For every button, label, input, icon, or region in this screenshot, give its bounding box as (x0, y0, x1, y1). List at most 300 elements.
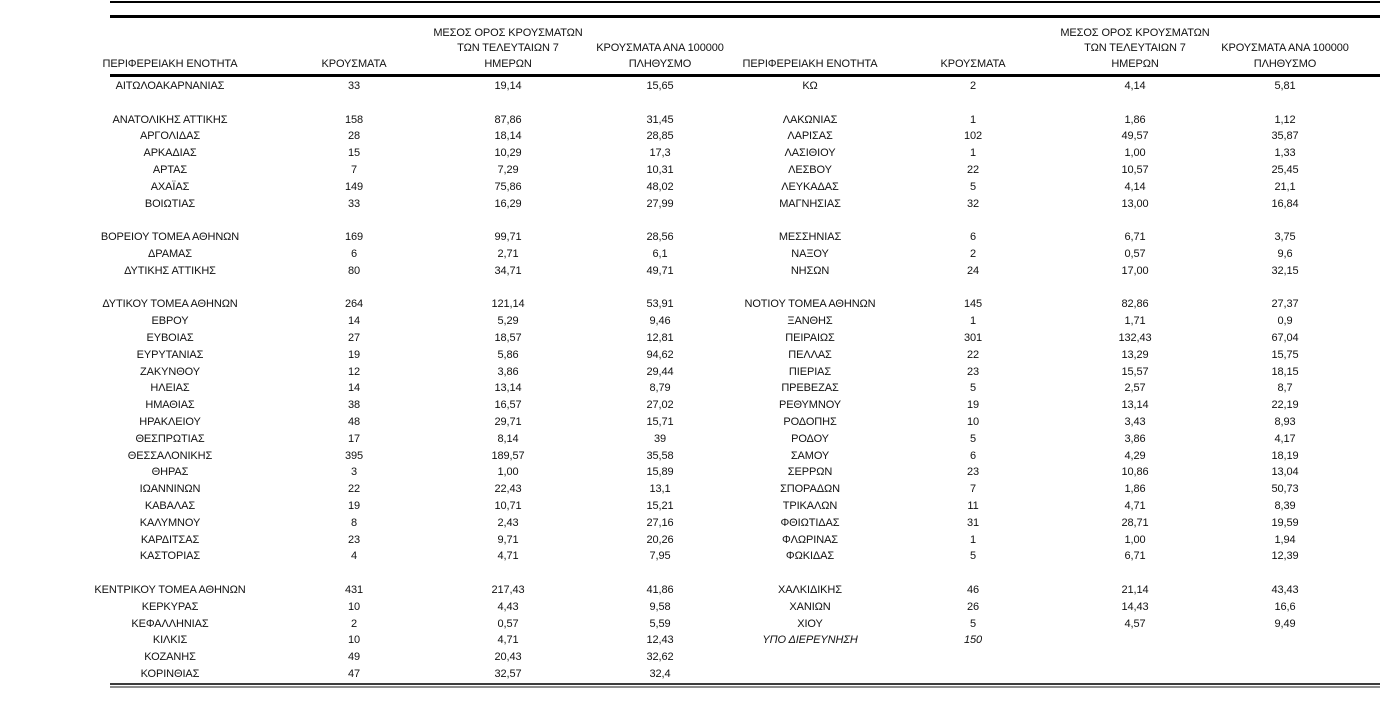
col-header-region-right (743, 57, 878, 73)
table-row (110, 179, 1380, 196)
per100k-cell: 21,1 (1274, 180, 1296, 193)
col-header-avg7-line2: ΤΩΝ ΤΕΛΕΥΤΑΙΩΝ 7 (457, 42, 559, 54)
table-row (110, 196, 1380, 213)
cases-cell: 38 (347, 399, 361, 412)
table-row (110, 128, 1380, 145)
col-header-region-label: ΠΕΡΙΦΕΡΕΙΑΚΗ ΕΝΟΤΗΤΑ (742, 57, 878, 70)
region-cell: ΥΠΟ ΔΙΕΡΕΥΝΗΣΗ (762, 634, 858, 647)
per100k-cell: 18,19 (1271, 449, 1299, 462)
region-cell: ΜΕΣΣΗΝΙΑΣ (778, 231, 842, 244)
per100k-cell: 27,16 (646, 516, 674, 529)
avg7-cell: 2,71 (497, 247, 519, 260)
cases-cell: 10 (347, 600, 361, 613)
table-row (110, 431, 1380, 448)
table-row (102, 296, 1380, 313)
table-row (110, 532, 1380, 549)
cases-cell: 1 (969, 315, 977, 328)
avg7-cell: 0,57 (1124, 247, 1146, 260)
avg7-cell: 4,71 (1124, 499, 1146, 512)
table-row (110, 448, 1380, 465)
region-cell: ΔΥΤΙΚΗΣ ΑΤΤΙΚΗΣ (124, 264, 216, 277)
avg7-cell: 217,43 (491, 583, 525, 596)
per100k-cell: 27,02 (646, 399, 674, 412)
cases-cell: 6 (969, 449, 977, 462)
per100k-cell: 39 (653, 432, 667, 445)
avg7-cell: 13,29 (1121, 348, 1149, 361)
table-row (110, 464, 1380, 481)
avg7-cell: 4,71 (497, 550, 519, 563)
col-header-avg7-line1: ΜΕΣΟΣ ΟΡΟΣ ΚΡΟΥΣΜΑΤΩΝ (1060, 26, 1210, 39)
cases-cell: 31 (966, 516, 980, 529)
cases-cell: 22 (966, 163, 980, 176)
avg7-cell: 16,57 (494, 399, 522, 412)
top-rule-thick (110, 15, 1380, 18)
cases-cell: 264 (344, 298, 364, 311)
avg7-cell: 4,57 (1124, 617, 1146, 630)
cases-cell: 80 (347, 264, 361, 277)
region-cell: ΚΙΛΚΙΣ (152, 634, 188, 647)
table-row (110, 649, 1380, 666)
region-cell: ΡΟΔΟΥ (791, 432, 829, 445)
cases-cell: 19 (347, 499, 361, 512)
col-header-avg7-line3: ΗΜΕΡΩΝ (1111, 57, 1159, 70)
avg7-cell: 121,14 (491, 298, 525, 311)
avg7-cell: 18,14 (494, 130, 522, 143)
region-cell: ΛΑΚΩΝΙΑΣ (782, 113, 838, 126)
region-cell: ΣΠΟΡΑΔΩΝ (780, 483, 840, 496)
avg7-cell: 99,71 (494, 231, 522, 244)
cases-cell: 33 (347, 80, 361, 92)
per100k-cell: 7,95 (649, 550, 671, 563)
region-cell: ΡΟΔΟΠΗΣ (783, 415, 837, 428)
region-cell: ΗΜΑΘΙΑΣ (145, 399, 195, 412)
avg7-cell: 3,43 (1124, 415, 1146, 428)
avg7-cell: 13,14 (1121, 399, 1149, 412)
table-row (110, 599, 1380, 616)
cases-cell: 49 (347, 651, 361, 664)
region-cell: ΕΒΡΟΥ (151, 315, 189, 328)
region-cell: ΕΥΡΥΤΑΝΙΑΣ (136, 348, 204, 361)
col-header-per100k-left (596, 41, 724, 72)
table-row (110, 380, 1380, 397)
cases-cell: 11 (967, 499, 979, 512)
region-cell: ΞΑΝΘΗΣ (787, 315, 833, 328)
avg7-cell: 10,86 (1121, 466, 1149, 479)
cases-cell: 5 (969, 550, 977, 563)
per100k-cell: 1,33 (1274, 147, 1296, 160)
per100k-cell: 32,62 (646, 651, 674, 664)
per100k-cell: 1,12 (1274, 113, 1296, 126)
cases-cell: 32 (966, 197, 980, 210)
region-cell: ΑΧΑΪΑΣ (150, 180, 190, 193)
cases-cell: 33 (347, 197, 361, 210)
per100k-cell: 15,65 (646, 80, 674, 92)
table-row (110, 95, 1380, 112)
table-row (110, 313, 1380, 330)
per100k-cell: 43,43 (1271, 583, 1299, 596)
region-cell: ΚΑΛΥΜΝΟΥ (139, 516, 201, 529)
per100k-cell: 32,4 (649, 667, 671, 680)
cases-cell: 149 (344, 180, 364, 193)
avg7-cell: 13,14 (494, 382, 522, 395)
avg7-cell: 132,43 (1118, 331, 1152, 344)
per100k-cell: 0,9 (1277, 315, 1293, 328)
cases-cell: 5 (969, 382, 977, 395)
cases-cell: 301 (963, 331, 983, 344)
avg7-cell: 10,57 (1121, 163, 1149, 176)
region-cell: ΝΑΞΟΥ (791, 247, 829, 260)
region-cell: ΣΑΜΟΥ (790, 449, 830, 462)
region-cell: ΛΕΥΚΑΔΑΣ (781, 180, 839, 193)
bottom-double-rule (110, 683, 1380, 688)
region-cell: ΠΙΕΡΙΑΣ (788, 365, 832, 378)
per100k-cell: 67,04 (1271, 331, 1299, 344)
cases-cell: 7 (350, 163, 358, 176)
avg7-cell: 3,86 (497, 365, 519, 378)
col-header-cases-label: ΚΡΟΥΣΜΑΤΑ (940, 57, 1006, 70)
cases-cell: 22 (347, 483, 361, 496)
cases-cell: 23 (347, 533, 361, 546)
cases-cell: 17 (347, 432, 361, 445)
cases-cell: 1 (969, 113, 977, 126)
cases-cell: 1 (969, 533, 977, 546)
per100k-cell: 3,75 (1274, 231, 1296, 244)
region-cell: ΧΑΛΚΙΔΙΚΗΣ (778, 583, 842, 596)
region-cell: ΧΑΝΙΩΝ (789, 600, 831, 613)
per100k-cell: 35,58 (646, 449, 674, 462)
cases-cell: 12 (347, 365, 361, 378)
avg7-cell: 13,00 (1121, 197, 1149, 210)
region-cell: ΑΡΓΟΛΙΔΑΣ (139, 130, 201, 143)
region-cell: ΠΕΛΛΑΣ (788, 348, 832, 361)
per100k-cell: 22,19 (1271, 399, 1299, 412)
cases-cell: 145 (963, 298, 983, 311)
header-divider-rule (110, 74, 1380, 77)
table-row (110, 212, 1380, 229)
avg7-cell: 19,14 (494, 80, 522, 92)
per100k-cell: 6,1 (652, 247, 668, 260)
per100k-cell: 4,17 (1274, 432, 1296, 445)
table-row (110, 397, 1380, 414)
avg7-cell: 1,00 (1124, 533, 1146, 546)
cases-cell: 7 (969, 483, 977, 496)
cases-cell: 15 (347, 147, 361, 160)
per100k-cell: 48,02 (646, 180, 674, 193)
avg7-cell: 15,57 (1121, 365, 1149, 378)
cases-cell: 5 (969, 432, 977, 445)
region-cell: ΚΕΡΚΥΡΑΣ (141, 600, 199, 613)
avg7-cell: 32,57 (494, 667, 522, 680)
region-cell: ΧΙΟΥ (797, 617, 823, 630)
cases-cell: 24 (966, 264, 980, 277)
cases-cell: 10 (966, 415, 980, 428)
table-row (110, 145, 1380, 162)
table-row (110, 263, 1380, 280)
col-header-cases-label: ΚΡΟΥΣΜΑΤΑ (321, 57, 387, 70)
avg7-cell: 1,00 (1124, 147, 1146, 160)
per100k-cell: 5,81 (1274, 80, 1296, 92)
region-cell: ΡΕΘΥΜΝΟΥ (778, 399, 842, 412)
avg7-cell: 0,57 (497, 617, 519, 630)
per100k-cell: 94,62 (646, 348, 674, 361)
cases-cell: 14 (347, 382, 361, 395)
per100k-cell: 49,71 (646, 264, 674, 277)
avg7-cell: 3,86 (1124, 432, 1146, 445)
per100k-cell: 41,86 (646, 583, 674, 596)
col-header-avg7-left (433, 26, 582, 73)
region-cell: ΒΟΙΩΤΙΑΣ (144, 197, 196, 210)
table-row (110, 666, 1380, 683)
cases-cell: 169 (344, 231, 364, 244)
per100k-cell: 19,59 (1271, 516, 1299, 529)
region-cell: ΔΥΤΙΚΟΥ ΤΟΜΕΑ ΑΘΗΝΩΝ (102, 298, 238, 311)
region-cell: ΣΕΡΡΩΝ (787, 466, 833, 479)
col-header-avg7-line1: ΜΕΣΟΣ ΟΡΟΣ ΚΡΟΥΣΜΑΤΩΝ (433, 26, 583, 39)
top-rule-thin (110, 1, 1380, 3)
avg7-cell: 49,57 (1121, 130, 1149, 143)
avg7-cell: 4,14 (1124, 80, 1146, 92)
per100k-cell: 15,89 (646, 466, 674, 479)
region-cell: ΚΟΖΑΝΗΣ (144, 651, 196, 664)
region-cell: ΚΑΡΔΙΤΣΑΣ (140, 533, 200, 546)
table-row (110, 330, 1380, 347)
per100k-cell: 9,49 (1274, 617, 1296, 630)
region-cell: ΦΛΩΡΙΝΑΣ (781, 533, 839, 546)
per100k-cell: 32,15 (1271, 264, 1299, 277)
cases-cell: 26 (966, 600, 980, 613)
per100k-cell: 28,56 (646, 231, 674, 244)
col-header-region-left (103, 57, 238, 73)
table-row (110, 481, 1380, 498)
cases-cell: 2 (969, 80, 977, 92)
region-cell: ΠΕΙΡΑΙΩΣ (785, 331, 835, 344)
avg7-cell: 17,00 (1121, 264, 1149, 277)
region-cell: ΛΑΣΙΘΙΟΥ (784, 147, 836, 160)
cases-cell: 431 (344, 583, 364, 596)
col-header-per100k-line2: ΠΛΗΘΥΣΜΟ (1253, 57, 1317, 70)
region-cell: ΦΩΚΙΔΑΣ (785, 550, 835, 563)
table-row (100, 229, 1380, 246)
avg7-cell: 1,86 (1124, 113, 1146, 126)
per100k-cell: 9,58 (649, 600, 671, 613)
avg7-cell: 4,71 (497, 634, 519, 647)
per100k-cell: 53,91 (646, 298, 674, 311)
table-row (110, 498, 1380, 515)
cases-cell: 150 (963, 634, 983, 647)
region-cell: ΖΑΚΥΝΘΟΥ (140, 365, 200, 378)
table-row (110, 515, 1380, 532)
per100k-cell: 8,93 (1274, 415, 1296, 428)
avg7-cell: 1,00 (497, 466, 519, 479)
region-cell: ΚΑΒΑΛΑΣ (144, 499, 196, 512)
region-cell: ΘΕΣΣΑΛΟΝΙΚΗΣ (127, 449, 213, 462)
avg7-cell: 189,57 (491, 449, 525, 462)
table-row (110, 632, 1380, 649)
table-row (110, 616, 1380, 633)
avg7-cell: 21,14 (1121, 583, 1149, 596)
cases-cell: 2 (969, 247, 977, 260)
per100k-cell: 9,6 (1277, 247, 1293, 260)
avg7-cell: 5,29 (497, 315, 519, 328)
col-header-avg7-line2: ΤΩΝ ΤΕΛΕΥΤΑΙΩΝ 7 (1084, 42, 1186, 54)
cases-cell: 158 (344, 113, 364, 126)
per100k-cell: 20,26 (646, 533, 674, 546)
table-row (110, 78, 1380, 95)
cases-cell: 22 (966, 348, 980, 361)
avg7-cell: 28,71 (1121, 516, 1149, 529)
avg7-cell: 1,71 (1124, 315, 1146, 328)
per100k-cell: 31,45 (646, 113, 674, 126)
table-body (94, 78, 1380, 683)
avg7-cell: 16,29 (494, 197, 522, 210)
avg7-cell: 9,71 (497, 533, 519, 546)
col-header-avg7-right (1060, 26, 1209, 73)
region-cell: ΑΙΤΩΛΟΑΚΑΡΝΑΝΙΑΣ (115, 80, 225, 92)
col-header-cases-right (940, 57, 1005, 73)
per100k-cell: 8,39 (1274, 499, 1296, 512)
avg7-cell: 2,57 (1124, 382, 1146, 395)
col-header-per100k-right (1221, 41, 1349, 72)
avg7-cell: 22,43 (494, 483, 522, 496)
bottom-rule-dark-line (110, 683, 1380, 685)
region-cell: ΘΕΣΠΡΩΤΙΑΣ (135, 432, 205, 445)
avg7-cell: 10,71 (494, 499, 522, 512)
table-row (110, 162, 1380, 179)
per100k-cell: 13,1 (649, 483, 671, 496)
per100k-cell: 12,43 (646, 634, 674, 647)
region-cell: ΚΕΝΤΡΙΚΟΥ ΤΟΜΕΑ ΑΘΗΝΩΝ (94, 583, 246, 596)
cases-cell: 27 (347, 331, 361, 344)
table-header (102, 22, 1380, 73)
per100k-cell: 12,39 (1271, 550, 1299, 563)
per100k-cell: 15,75 (1271, 348, 1299, 361)
per100k-cell: 9,46 (649, 315, 671, 328)
per100k-cell: 28,85 (646, 130, 674, 143)
table-row (110, 414, 1380, 431)
cases-cell: 46 (966, 583, 980, 596)
avg7-cell: 8,14 (497, 432, 519, 445)
table-row (110, 347, 1380, 364)
bottom-rule-gray-line (110, 686, 1380, 688)
avg7-cell: 4,14 (1124, 180, 1146, 193)
cases-cell: 5 (969, 617, 977, 630)
region-cell: ΑΡΚΑΔΙΑΣ (143, 147, 197, 160)
cases-cell: 1 (969, 147, 977, 160)
col-header-per100k-line2: ΠΛΗΘΥΣΜΟ (628, 57, 692, 70)
cases-cell: 8 (350, 516, 358, 529)
avg7-cell: 10,29 (494, 147, 522, 160)
cases-cell: 10 (347, 634, 361, 647)
per100k-cell: 17,3 (649, 147, 671, 160)
per100k-cell: 1,94 (1274, 533, 1296, 546)
region-cell: ΚΩ (802, 80, 818, 92)
cases-cell: 395 (344, 449, 364, 462)
cases-cell: 102 (963, 130, 983, 143)
col-header-avg7-line3: ΗΜΕΡΩΝ (484, 57, 532, 70)
table-row (110, 246, 1380, 263)
table-row (110, 565, 1380, 582)
region-cell: ΗΡΑΚΛΕΙΟΥ (139, 415, 201, 428)
per100k-cell: 15,21 (646, 499, 674, 512)
region-cell: ΤΡΙΚΑΛΩΝ (782, 499, 838, 512)
per100k-cell: 5,59 (649, 617, 671, 630)
avg7-cell: 6,71 (1124, 231, 1146, 244)
per100k-cell: 18,15 (1271, 365, 1299, 378)
region-cell: ΚΑΣΤΟΡΙΑΣ (139, 550, 201, 563)
per100k-cell: 15,71 (646, 415, 674, 428)
col-header-cases-left (321, 57, 386, 73)
per100k-cell: 16,6 (1274, 600, 1296, 613)
per100k-cell: 10,31 (646, 163, 674, 176)
regional-cases-table (94, 0, 1380, 704)
region-cell: ΗΛΕΙΑΣ (150, 382, 190, 395)
region-cell: ΕΥΒΟΙΑΣ (146, 331, 194, 344)
cases-cell: 5 (969, 180, 977, 193)
per100k-cell: 13,04 (1271, 466, 1299, 479)
cases-cell: 28 (347, 130, 361, 143)
region-cell: ΚΟΡΙΝΘΙΑΣ (140, 667, 200, 680)
per100k-cell: 35,87 (1271, 130, 1299, 143)
cases-cell: 19 (347, 348, 361, 361)
per100k-cell: 50,73 (1271, 483, 1299, 496)
region-cell: ΛΑΡΙΣΑΣ (787, 130, 833, 143)
cases-cell: 19 (966, 399, 980, 412)
region-cell: ΛΕΣΒΟΥ (788, 163, 832, 176)
region-cell: ΑΝΑΤΟΛΙΚΗΣ ΑΤΤΙΚΗΣ (112, 113, 228, 126)
avg7-cell: 29,71 (494, 415, 522, 428)
avg7-cell: 6,71 (1124, 550, 1146, 563)
cases-cell: 23 (966, 365, 980, 378)
region-cell: ΒΟΡΕΙΟΥ ΤΟΜΕΑ ΑΘΗΝΩΝ (100, 231, 240, 244)
region-cell: ΘΗΡΑΣ (151, 466, 189, 479)
avg7-cell: 5,86 (497, 348, 519, 361)
per100k-cell: 29,44 (646, 365, 674, 378)
region-cell: ΜΑΓΝΗΣΙΑΣ (779, 197, 841, 210)
region-cell: ΝΗΣΩΝ (790, 264, 830, 277)
avg7-cell: 4,29 (1124, 449, 1146, 462)
region-cell: ΔΡΑΜΑΣ (148, 247, 192, 260)
avg7-cell: 82,86 (1121, 298, 1149, 311)
avg7-cell: 75,86 (494, 180, 522, 193)
per100k-cell: 8,7 (1277, 382, 1293, 395)
table-row (110, 112, 1380, 129)
region-cell: ΙΩΑΝΝΙΝΩΝ (139, 483, 201, 496)
region-cell: ΠΡΕΒΕΖΑΣ (781, 382, 839, 395)
table-row (110, 548, 1380, 565)
region-cell: ΦΘΙΩΤΙΔΑΣ (780, 516, 840, 529)
avg7-cell: 7,29 (497, 163, 519, 176)
avg7-cell: 87,86 (494, 113, 522, 126)
cases-cell: 14 (347, 315, 361, 328)
col-header-per100k-line1: ΚΡΟΥΣΜΑΤΑ ΑΝΑ 100000 (1221, 42, 1349, 54)
cases-cell: 47 (347, 667, 361, 680)
table-row (94, 582, 1380, 599)
region-cell: ΝΟΤΙΟΥ ΤΟΜΕΑ ΑΘΗΝΩΝ (744, 298, 876, 311)
cases-cell: 48 (347, 415, 361, 428)
cases-cell: 2 (350, 617, 358, 630)
avg7-cell: 20,43 (494, 651, 522, 664)
per100k-cell: 12,81 (646, 331, 674, 344)
per100k-cell: 8,79 (649, 382, 671, 395)
table-row (110, 280, 1380, 297)
cases-cell: 4 (350, 550, 358, 563)
avg7-cell: 14,43 (1121, 600, 1149, 613)
table-row (110, 364, 1380, 381)
cases-cell: 6 (969, 231, 977, 244)
avg7-cell: 34,71 (494, 264, 522, 277)
avg7-cell: 1,86 (1124, 483, 1146, 496)
col-header-per100k-line1: ΚΡΟΥΣΜΑΤΑ ΑΝΑ 100000 (596, 42, 724, 54)
